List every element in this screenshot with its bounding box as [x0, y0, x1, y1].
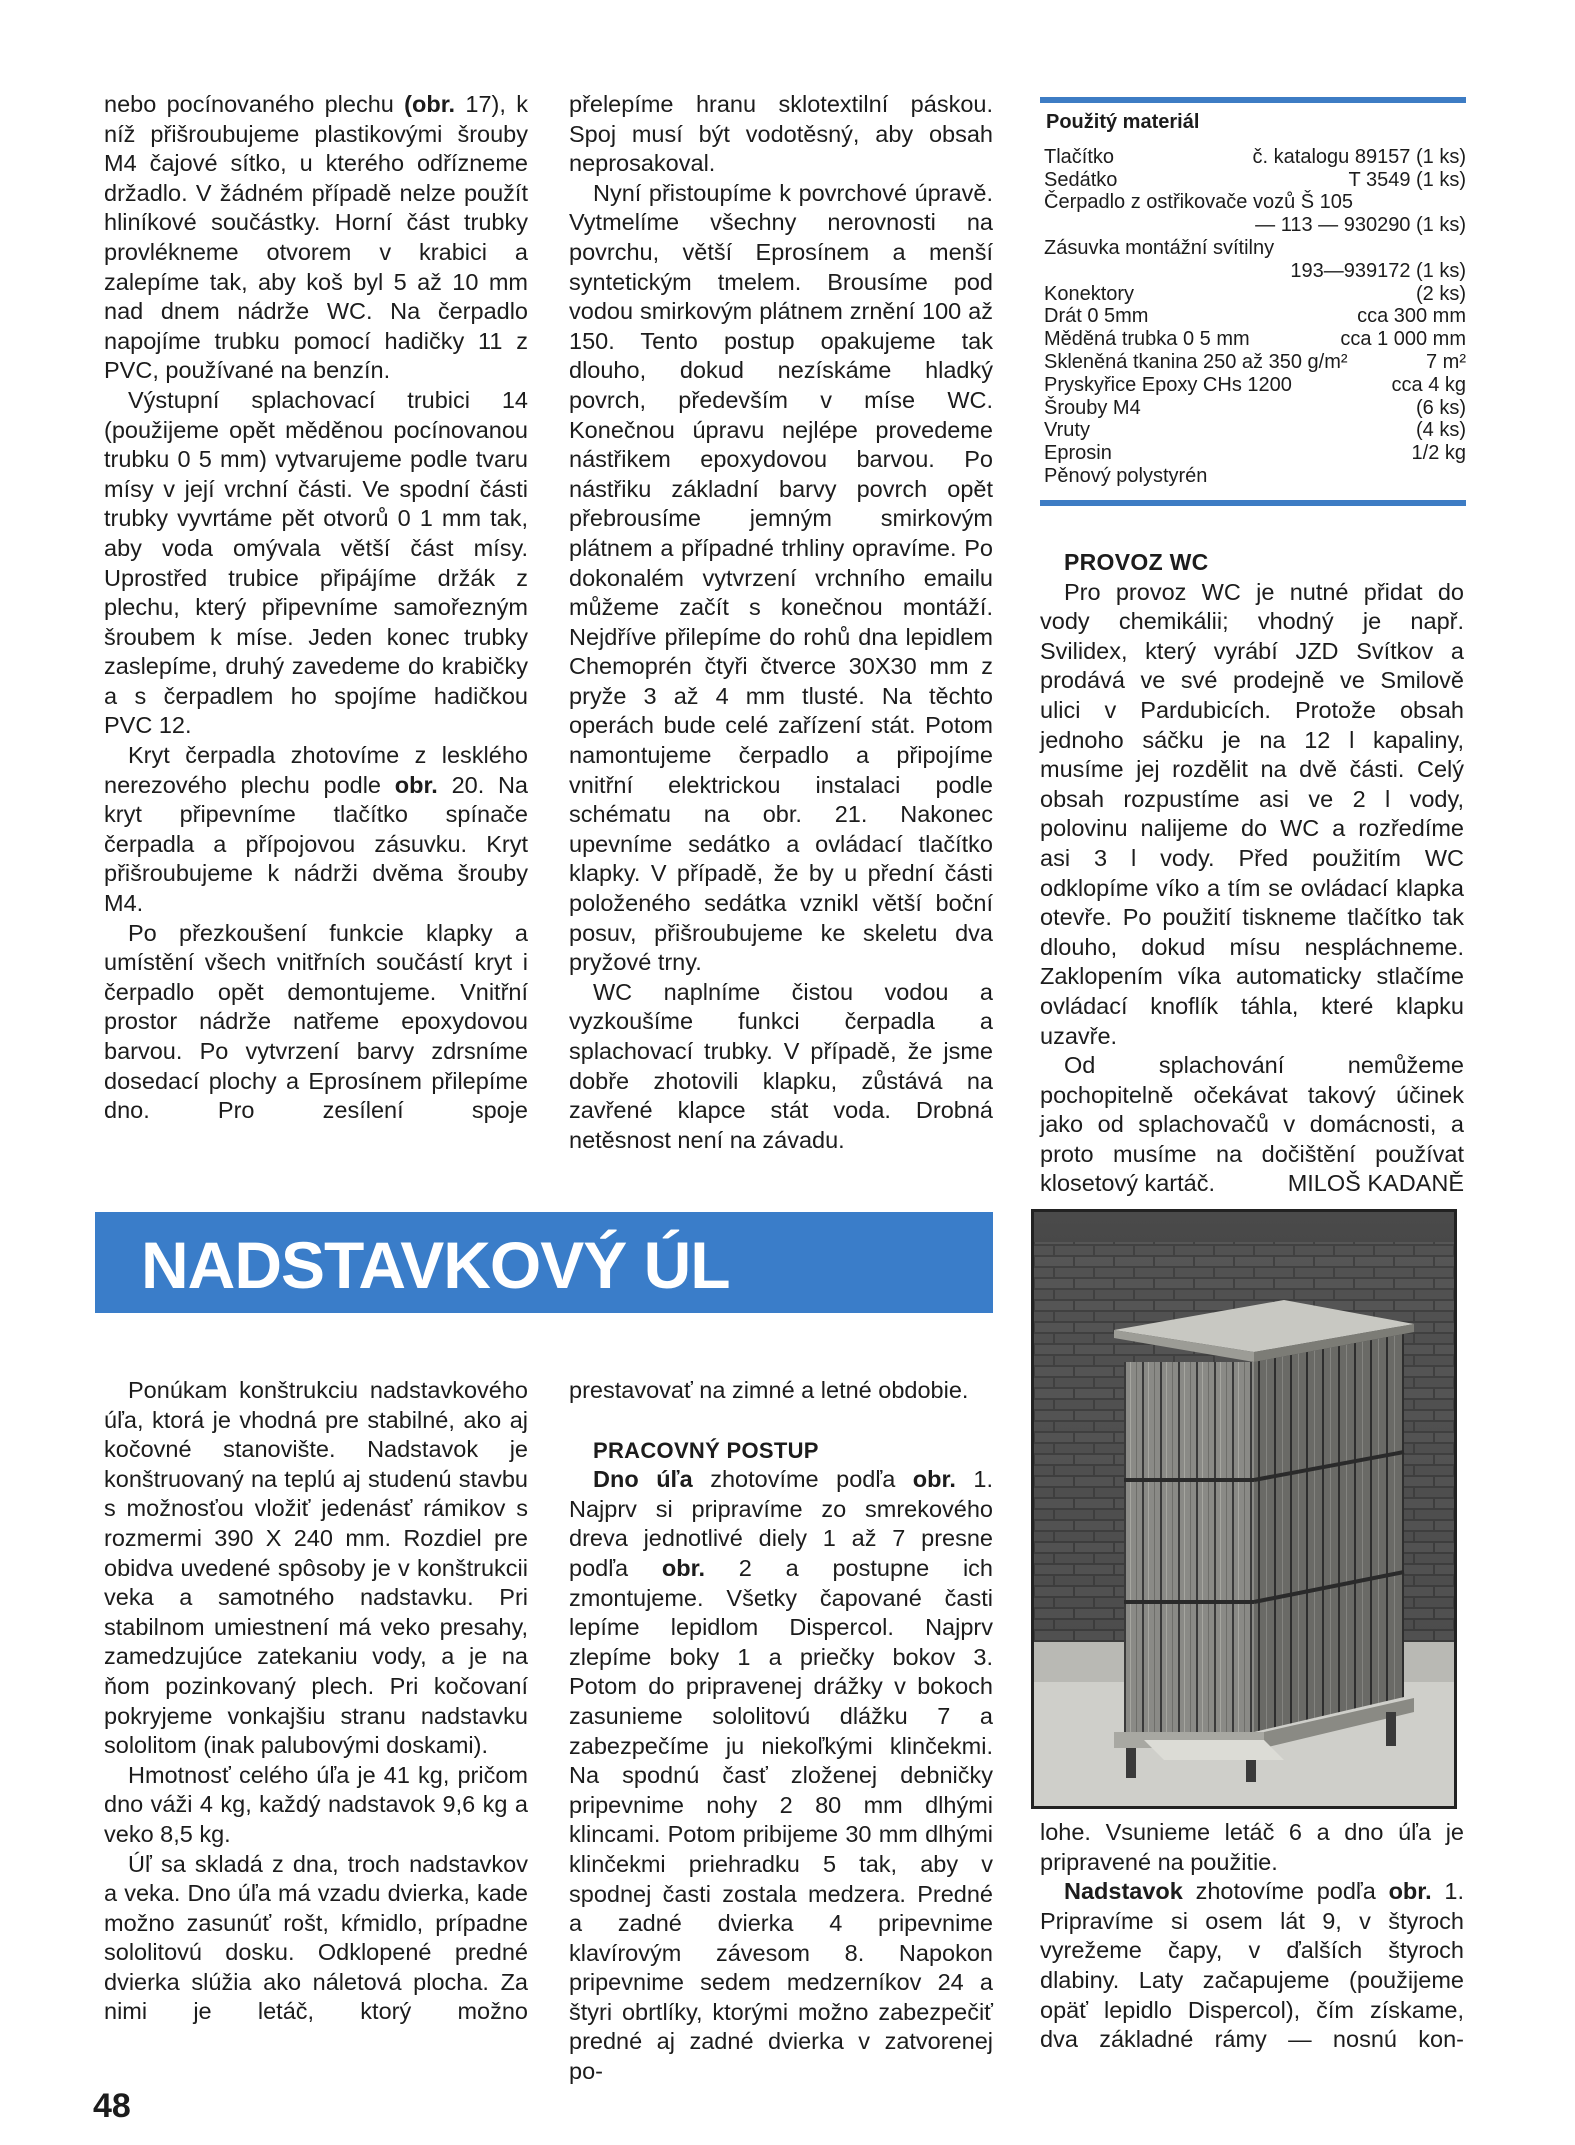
- paragraph: přelepíme hranu sklotextilní páskou. Spoj musí být vodotěsný, aby obsah neprosakoval.: [569, 91, 993, 177]
- material-row: [1040, 351, 1466, 374]
- material-row: [1040, 442, 1466, 465]
- material-name: Šrouby M4: [1044, 396, 1141, 419]
- material-name: Pěnový polystyrén: [1044, 464, 1208, 487]
- divider: [1040, 97, 1466, 103]
- material-quantity: č. katalogu 89157 (1 ks): [1252, 145, 1466, 168]
- material-quantity: 1/2 kg: [1411, 442, 1466, 465]
- material-name: Pryskyřice Epoxy CHs 1200: [1044, 373, 1292, 396]
- material-list-title: Použitý materiál: [1046, 111, 1200, 133]
- paragraph: Dno úľa zhotovíme podľa obr. 1. Najprv si pripravíme zo smrekového dreva jednotlivé diely 1 až 7 presne podľa obr. 2 a postupne ich zmontujeme. Všetky čapované časti lepíme lepidlom Dispercol. Najprv zlepíme boky 1 a priečky bokov 3. Potom do pripravenej drážky v bokoch zasunieme sololitovú dlážku 7 a zabezpečíme ju niekoľkými klinčekmi. Na spodnú časť zloženej debničky pripevnime nohy 2 80 mm dlhými klincami. Potom pribijeme 30 mm dlhými klinčekmi priehradku 5 tak, aby v spodnej časti zostala medzera. Predné a zadné dvierka 4 pripevnime klavírovým závesom 8. Napokon pripevnime sedem medzerníkov 24 a štyri obrtlíky, ktorými možno zabezpečiť predné aj zadné dvierka v zatvorenej po-: [569, 1466, 993, 2085]
- beehive-column-1: [104, 1376, 528, 2027]
- beehive-image: [1034, 1212, 1454, 1806]
- material-row: [1040, 374, 1466, 397]
- figure-ref: (obr.: [404, 91, 456, 117]
- paragraph: nebo pocínovaného plechu (obr. 17), k níž přišroubujeme plastikovými šrouby M4 čajové sítko, u kterého odřízneme držadlo. V žádném případě nelze použít hliníkové součástky. Horní část trubky provlékneme otvorem v krabici a zalepíme tak, aby koš byl 5 až 10 mm nad dnem nádrže WC. Na čerpadlo napojíme trubku pomocí hadičky 11 z PVC, používané na benzín.: [104, 91, 528, 384]
- material-quantity: (6 ks): [1416, 396, 1466, 419]
- section-heading: PRACOVNÝ POSTUP: [593, 1437, 819, 1463]
- divider: [1040, 500, 1466, 506]
- material-quantity: cca 300 mm: [1357, 305, 1466, 328]
- figure-ref: obr.: [912, 1466, 956, 1493]
- material-name: Zásuvka montážní svítilny: [1044, 236, 1275, 259]
- material-name: Skleněná tkanina 250 až 350 g/m²: [1044, 350, 1348, 373]
- beehive-column-3: [1040, 1818, 1464, 2055]
- material-quantity: T 3549 (1 ks): [1348, 168, 1466, 191]
- material-quantity: 7 m²: [1426, 350, 1466, 373]
- section-heading: PROVOZ WC: [1064, 549, 1209, 575]
- paragraph: WC naplníme čistou vodou a vyzkoušíme funkci čerpadla a splachovací trubky. V případě, že jsme dobře zhotovili klapku, zůstává na zavřené klapce stát voda. Drobná netěsnost není na závadu.: [569, 978, 993, 1153]
- material-quantity: 193—939172 (1 ks): [1290, 259, 1466, 282]
- material-name: Konektory: [1044, 282, 1135, 305]
- material-name: Eprosin: [1044, 442, 1112, 465]
- figure-ref: obr.: [1388, 1878, 1432, 1905]
- material-row: [1040, 237, 1466, 260]
- material-quantity: (4 ks): [1416, 419, 1466, 442]
- material-row: [1040, 214, 1466, 237]
- material-row: [1040, 397, 1466, 420]
- material-row: [1040, 146, 1466, 169]
- material-name: Vruty: [1044, 419, 1090, 442]
- material-row: [1040, 191, 1466, 214]
- material-quantity: cca 1 000 mm: [1340, 328, 1466, 351]
- article-column-1: [104, 90, 528, 1126]
- material-row: [1040, 465, 1466, 488]
- material-list: [1040, 146, 1466, 488]
- paragraph: Od splachování nemůžeme pochopitelně očekávat takový účinek jako od splachovačů v domácnosti, a proto musíme na dočištění používat klosetový kartáč. MILOŠ KADANĚ: [1040, 1051, 1464, 1199]
- material-quantity: cca 4 kg: [1391, 373, 1466, 396]
- article-title-banner: [95, 1212, 993, 1313]
- figure-ref: obr.: [394, 771, 438, 798]
- article-title: NADSTAVKOVÝ ÚL: [141, 1228, 730, 1302]
- material-name: Čerpadlo z ostřikovače vozů Š 105: [1044, 191, 1354, 214]
- material-quantity: (2 ks): [1416, 282, 1466, 305]
- material-list-box: [1040, 97, 1466, 506]
- paragraph: Po přezkoušení funkcie klapky a umístění všech vnitřních součástí kryt i čerpadlo opět demontujeme. Vnitřní prostor nádrže natřeme epoxydovou barvou. Po vytvrzení barvy zdrsníme dosedací plochy a Eprosínem přilepíme dno. Pro zesílení spoje: [104, 919, 528, 1124]
- author-name: MILOŠ KADANĚ: [1287, 1170, 1464, 1197]
- beehive-column-2: [569, 1376, 993, 2087]
- material-name: Tlačítko: [1044, 145, 1115, 168]
- beehive-photo: [1031, 1209, 1457, 1809]
- page-number: 48: [93, 2087, 131, 2125]
- material-row: [1040, 328, 1466, 351]
- material-name: Sedátko: [1044, 168, 1118, 191]
- article-column-2: [569, 90, 993, 1155]
- material-name: Měděná trubka 0 5 mm: [1044, 328, 1250, 351]
- material-row: [1040, 305, 1466, 328]
- article-column-3: [1040, 548, 1464, 1199]
- paragraph: Výstupní splachovací trubici 14 (použijeme opět měděnou pocínovanou trubku 0 5 mm) vytvarujeme podle tvaru mísy v její vrchní části. Ve spodní části trubky vyvrtáme pět otvorů 0 1 mm tak, aby voda omývala větší část mísy. Uprostřed trubice připájíme držák z plechu, který připevníme samořezným šroubem k míse. Jeden konec trubky zaslepíme, druhý zavedeme do krabičky a s čerpadlem ho spojíme hadičkou PVC 12.: [104, 386, 528, 739]
- paragraph: Hmotnosť celého úľa je 41 kg, pričom dno váži 4 kg, každý nadstavok 9,6 kg a veko 8,5 kg.: [104, 1761, 528, 1847]
- figure-ref: obr.: [661, 1554, 705, 1581]
- paragraph: Kryt čerpadla zhotovíme z lesklého nerezového plechu podle obr. 20. Na kryt připevníme tlačítko spínače čerpadla a přípojovou zásuvku. Kryt přišroubujeme k nádrži dvěma šrouby M4.: [104, 742, 528, 917]
- paragraph: prestavovať na zimné a letné obdobie.: [569, 1377, 969, 1403]
- paragraph: Úľ sa skladá z dna, troch nadstavkov a veka. Dno úľa má vzadu dvierka, kade možno zasunúť rošt, kŕmidlo, prípadne sololitovú dosku. Odklopené predné dvierka slúžia ako náletová plocha. Za nimi je letáč, ktorý možno: [104, 1850, 528, 2025]
- paragraph: Nyní přistoupíme k povrchové úpravě. Vytmelíme všechny nerovnosti na povrchu, větší Eprosínem a menší syntetickým tmelem. Brousíme pod vodou smirkovým plátnem zrnění 100 až 150. Tento postup opakujeme tak dlouho, dokud nezískáme hladký povrch, především v míse WC. Konečnou úpravu nejlépe provedeme nástřikem epoxydovou barvou. Po nástřiku základní barvy povrch opět přebrousíme jemným smirkovým plátnem a případné trhliny opravíme. Po dokonalém vytvrzení vrchního emailu můžeme začít s konečnou montáží. Nejdříve přilepíme do rohů dna lepidlem Chemoprén čtyři čtverce 30X30 mm z pryže 3 až 4 mm tlusté. Na těchto operách bude celé zařízení stát. Potom namontujeme čerpadlo a připojíme vnitřní elektrickou instalaci podle schématu na obr. 21. Nakonec upevníme sedátko a ovládací tlačítko klapky. V případě, že by u přední části položeného sedátka vznikl větší boční posuv, přišroubujeme ke skeletu dva pryžové trny.: [569, 179, 993, 976]
- material-row: [1040, 260, 1466, 283]
- material-row: [1040, 169, 1466, 192]
- paragraph: lohe. Vsunieme letáč 6 a dno úľa je pripravené na použitie.: [1040, 1819, 1464, 1875]
- paragraph: Pro provoz WC je nutné přidat do vody chemikálii; vhodný je např. Svilidex, který vyrábí JZD Svítkov a prodává ve své prodejně ve Smilově ulici v Pardubicích. Protože obsah jednoho sáčku je na 12 l kapaliny, musíme jej rozdělit na dvě části. Celý obsah rozpustíme asi ve 2 l vody, polovinu nalijeme do WC a rozředíme asi 3 l vody. Před použitím WC odklopíme víko a tím se ovládací klapka otevře. Po použití tiskneme tlačítko tak dlouho, dokud mísu nespláchneme. Zaklopením víka automaticky stlačíme ovládací knoflík táhla, které klapku uzavře.: [1040, 578, 1464, 1049]
- material-name: Drát 0 5mm: [1044, 305, 1149, 328]
- material-quantity: — 113 — 930290 (1 ks): [1255, 214, 1466, 237]
- paragraph: Ponúkam konštrukciu nadstavkového úľa, ktorá je vhodná pre stabilné, ako aj kočovné stanovište. Nadstavok je konštruovaný na teplú aj studenú stavbu s možnosťou vložiť jedenásť rámikov s rozmermi 390 X 240 mm. Rozdiel pre obidva uvedené spôsoby je v konštrukcii veka a samotného nadstavku. Pri stabilnom umiestnení má veko presahy, zamedzujúce zatekaniu vody, a je na ňom pozinkovaný plech. Pri kočovaní pokryjeme vonkajšiu stranu nadstavku sololitom (inak palubovými doskami).: [104, 1377, 528, 1759]
- paragraph: Nadstavok zhotovíme podľa obr. 1. Pripravíme si osem lát 9, v štyroch vyrežeme čapy, v ďalších štyroch dlabiny. Laty začapujeme (použijeme opäť lepidlo Dispercol), čím získame, dva základné rámy — nosnú kon-: [1040, 1878, 1464, 2053]
- material-row: [1040, 283, 1466, 306]
- material-row: [1040, 419, 1466, 442]
